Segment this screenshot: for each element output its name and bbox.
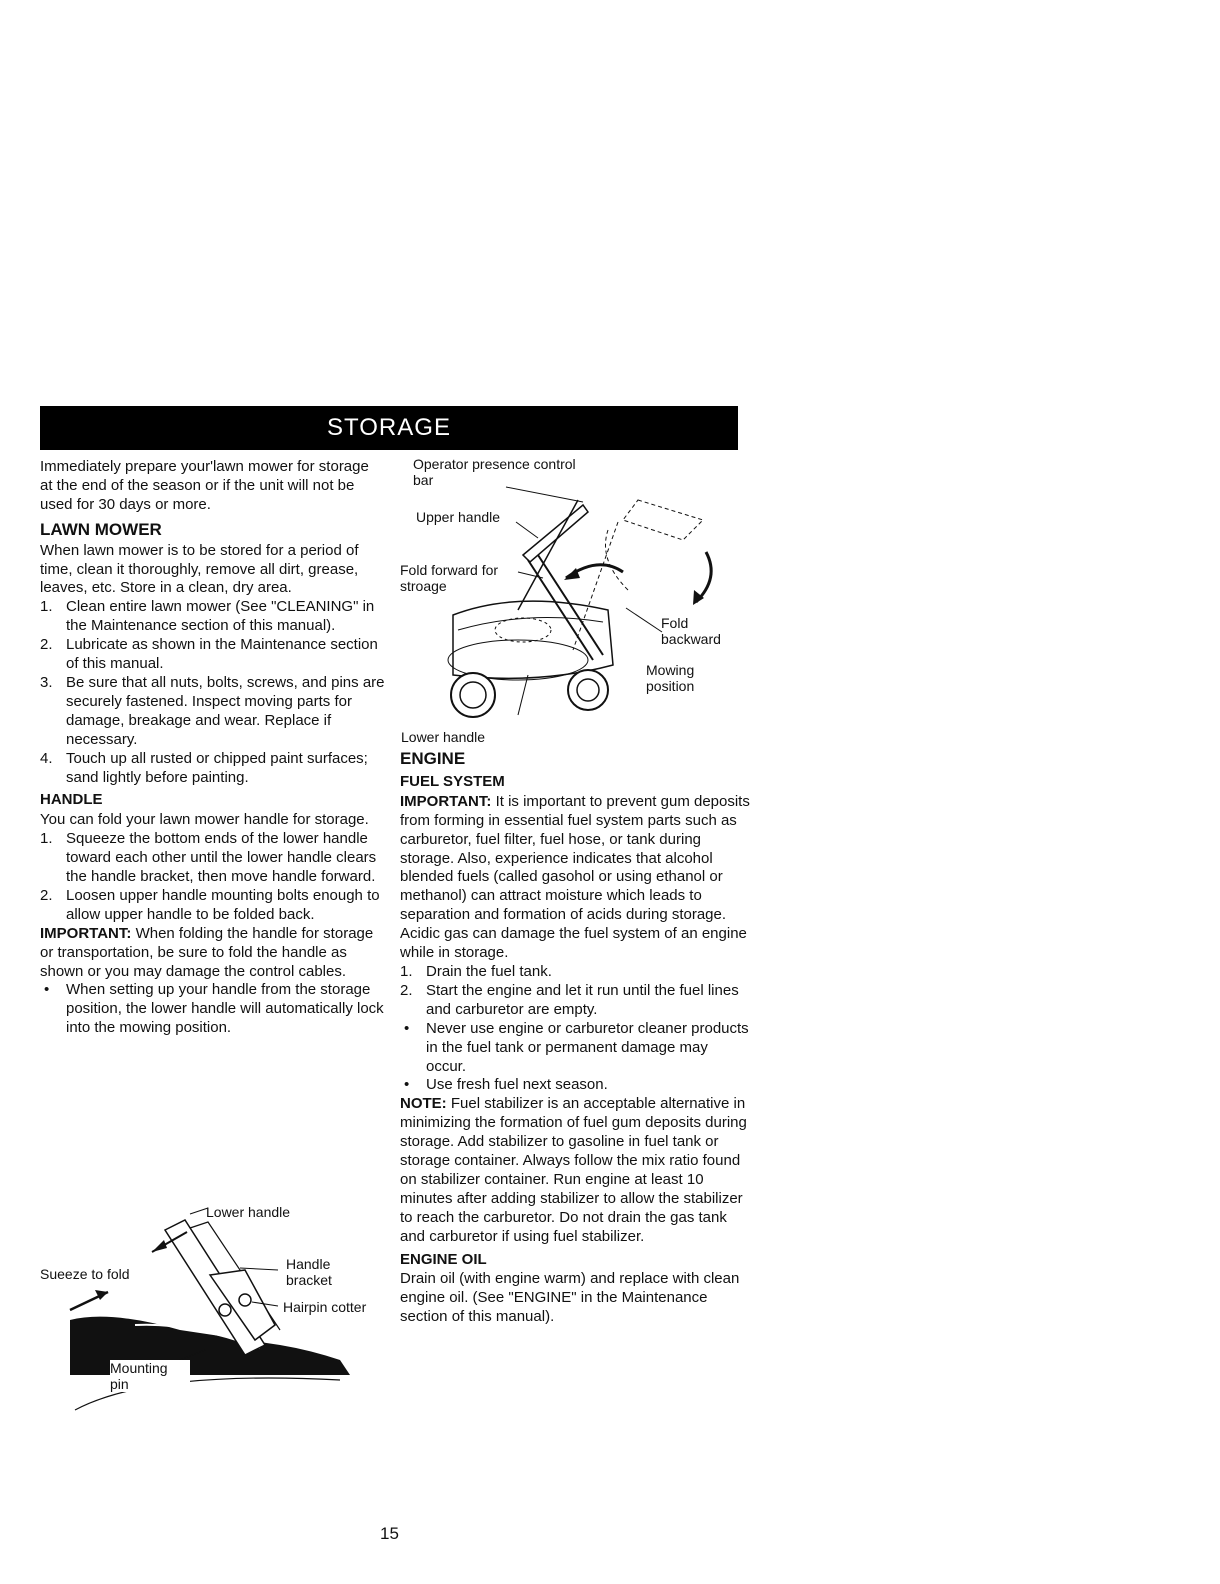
label-lower-handle: Lower handle bbox=[206, 1204, 291, 1220]
fuel-steps bbox=[400, 963, 750, 1020]
fuel-bullets bbox=[400, 1020, 750, 1096]
fuel-system-heading: FUEL SYSTEM bbox=[400, 772, 505, 790]
handle-bullets bbox=[40, 981, 385, 1038]
handle-text: You can fold your lawn mower handle for storage. bbox=[40, 811, 369, 829]
engine-oil-heading: ENGINE OIL bbox=[400, 1250, 487, 1268]
list-item: 1. Drain the fuel tank. bbox=[400, 962, 552, 980]
label-mounting-pin: Mounting pin bbox=[110, 1360, 190, 1392]
mower-illustration bbox=[398, 460, 743, 745]
label-mowing-position: Mowing position bbox=[646, 662, 695, 694]
handle-heading: HANDLE bbox=[40, 791, 103, 809]
list-item: 1. Clean entire lawn mower (See "CLEANING" in the Maintenance section of this manual). bbox=[40, 598, 375, 635]
mower-figure bbox=[398, 456, 743, 745]
engine-oil-text: Drain oil (with engine warm) and replace with clean engine oil. (See "ENGINE" in the Maintenance section of this manual). bbox=[400, 1270, 740, 1326]
label-hairpin-cotter: Hairpin cotter bbox=[283, 1299, 367, 1315]
list-item: 2. Lubricate as shown in the Maintenance section of this manual. bbox=[40, 636, 378, 673]
right-column bbox=[400, 750, 750, 1327]
label-fold-backward: Fold backward bbox=[661, 615, 721, 647]
fuel-note: NOTE: Fuel stabilizer is an acceptable alternative in minimizing the formation of fuel gum deposits during storage. Add stabilizer to gasoline in fuel tank or storage container. Always follow the mix ratio found on stabilizer container. Run engine at least 10 minutes after adding stabilizer to allow the stabilizer to reach the carburetor. Do not drain the gas tank and carburetor if using fuel stabilizer. bbox=[400, 1095, 747, 1245]
fuel-important: IMPORTANT: It is important to prevent gum deposits from forming in essential fuel system parts such as carburetor, fuel filter, fuel hose, or tank during storage. Also, experience indicates that alcohol blended fuels (called gasohol or using ethanol or methanol) can attract moisture which leads to separation and formation of acids during storage. Acidic gas can damage the fuel system of an engine while in storage. bbox=[400, 792, 750, 962]
handle-figure bbox=[40, 1200, 390, 1420]
list-item: • When setting up your handle from the storage position, the lower handle will automatically lock into the mowing position. bbox=[44, 981, 384, 1037]
list-item: 2. Loosen upper handle mounting bolts enough to allow upper handle to be folded back. bbox=[40, 886, 380, 923]
label-upper-handle: Upper handle bbox=[416, 509, 501, 525]
list-item: • Never use engine or carburetor cleaner products in the fuel tank or permanent damage may occur. bbox=[404, 1019, 749, 1075]
intro-paragraph: Immediately prepare your'lawn mower for storage at the end of the season or if the unit will not be used for 30 days or more. bbox=[40, 458, 369, 513]
label-operator-bar: Operator presence control bar bbox=[413, 456, 576, 488]
page-number: 15 bbox=[380, 1524, 399, 1543]
label-handle-bracket: Handle bracket bbox=[286, 1256, 332, 1288]
list-item: 4. Touch up all rusted or chipped paint surfaces; sand lightly before painting. bbox=[40, 749, 368, 786]
label-fold-forward: Fold forward for stroage bbox=[400, 562, 499, 594]
section-banner: STORAGE bbox=[40, 406, 738, 450]
list-item: 1. Squeeze the bottom ends of the lower handle toward each other until the lower handle clears the handle bracket, then move handle forward. bbox=[40, 830, 377, 886]
lawn-mower-heading: LAWN MOWER bbox=[40, 519, 162, 539]
list-item: 3. Be sure that all nuts, bolts, screws, and pins are securely fastened. Inspect moving parts for damage, breakage and wear. Replace if necessary. bbox=[40, 673, 385, 748]
label-lower-handle-mower: Lower handle bbox=[401, 729, 486, 745]
label-squeeze-to-fold: Sueeze to fold bbox=[40, 1266, 130, 1282]
list-item: 2. Start the engine and let it run until the fuel lines and carburetor are empty. bbox=[400, 981, 739, 1018]
handle-steps bbox=[40, 830, 385, 925]
lawn-mower-steps bbox=[40, 598, 385, 787]
engine-heading: ENGINE bbox=[400, 749, 466, 768]
list-item: • Use fresh fuel next season. bbox=[404, 1076, 608, 1094]
handle-important: IMPORTANT: When folding the handle for storage or transportation, be sure to fold the handle as shown or you may damage the control cables. bbox=[40, 924, 374, 980]
lawn-mower-text: When lawn mower is to be stored for a period of time, clean it thoroughly, remove all dirt, grease, leaves, etc. Store in a clean, dry area. bbox=[40, 541, 359, 597]
left-column bbox=[40, 458, 385, 1038]
